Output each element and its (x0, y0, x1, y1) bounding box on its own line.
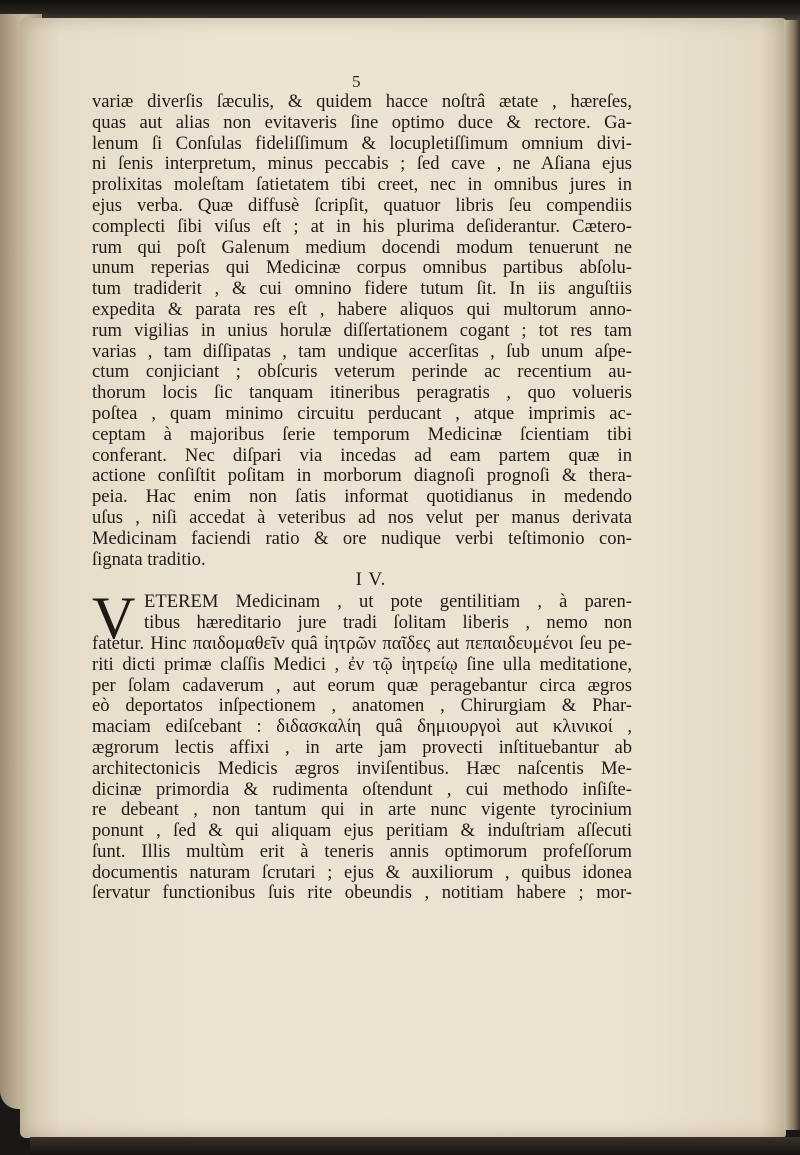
text-line: ægrorum lectis affixi , in arte jam provecti inſtituebantur ab (92, 736, 632, 758)
text-line: thorum locis ſic tanquam itineribus peragratis , quo volueris (92, 382, 632, 404)
section-heading: I V. (355, 569, 387, 591)
text-line: ceptam à majoribus ſerie temporum Medicinæ ſcientiam tibi (92, 423, 632, 445)
text-line: eò deportatos inſpectionem , anatomen , Chirurgiam & Phar- (92, 695, 632, 717)
text-line: maciam ediſcebant : διδασκαλίη quâ δημιουργοὶ aut κλινικοί , (92, 716, 632, 738)
text-line: ETEREM Medicinam , ut pote gentilitiam , à paren- (144, 591, 632, 613)
text-line: architectonicis Medicis ægros inviſentibus. Hæc naſcentis Me- (92, 757, 632, 779)
text-line: ſignata traditio. (92, 548, 206, 570)
text-line: dicinæ primordia & rudimenta oſtendunt , cui methodo inſiſte- (92, 778, 632, 800)
text-line: tibus hæreditario jure tradi ſolitam liberis , nemo non (144, 612, 632, 634)
text-line: fatetur. Hinc παιδομαθεῖν quâ ἰητρῶν παῖδες aut πεπαιδευμένοι ſeu pe- (92, 632, 632, 654)
text-line: ſervatur functionibus ſuis rite obeundis , notitiam habere ; mor- (92, 882, 632, 904)
text-line: per ſolam cadaverum , aut eorum quæ peragebantur circa ægros (92, 674, 632, 696)
paragraph-2-wrapper (92, 585, 632, 904)
page-stack-edge (784, 20, 800, 1130)
text-line: uſus , niſi accedat à veteribus ad nos velut per manus derivata (92, 506, 632, 528)
text-line: ctum conjiciant ; obſcuris veterum perinde ac recentium au- (92, 361, 632, 383)
text-line: actione conſiſtit poſitam in morborum diagnoſi prognoſi & thera- (92, 465, 632, 487)
text-line: expedita & parata res eſt , habere aliquos qui multorum anno- (92, 298, 632, 320)
text-line: poſtea , quam minimo circuitu perducant , atque imprimis ac- (92, 402, 632, 424)
text-line: documentis naturam ſcrutari ; ejus & auxiliorum , quibus idonea (92, 861, 632, 883)
text-line: Medicinam faciendi ratio & ore nudique verbi teſtimonio con- (92, 527, 632, 549)
text-line: re debeant , non tantum qui in arte nunc vigente tyrocinium (92, 799, 632, 821)
text-line: complecti ſibi viſus eſt ; at in his plurima deſiderantur. Cætero- (92, 215, 632, 237)
text-line: variæ diverſis ſæculis, & quidem hacce noſtrâ ætate , hæreſes, (92, 91, 632, 112)
text-line: rum vigilias in unius horulæ diſſertationem cogant ; tot res tam (92, 319, 632, 341)
text-line: ponunt , ſed & qui aliquam ejus peritiam & induſtriam aſſecuti (92, 820, 632, 842)
text-line: ni ſenis interpretum, minus peccabis ; ſed cave , ne Aſiana ejus (92, 153, 632, 175)
text-line: peia. Hac enim non ſatis informat quotidianus in medendo (92, 486, 632, 508)
text-line: ejus verba. Quæ diffusè ſcripſit, quatuor libris ſeu compendiis (92, 194, 632, 216)
book-binding-bottom (30, 1137, 800, 1155)
text-line: varias , tam diſſipatas , tam undique accerſitas , ſub unum aſpe- (92, 340, 632, 362)
paragraph-2 (92, 585, 632, 904)
text-line: ſunt. Illis multùm erit à teneris annis optimorum profeſſorum (92, 840, 632, 862)
page-text (92, 92, 632, 904)
text-line: tum tradiderit , & cui omnino fidere tutum ſit. In iis anguſtiis (92, 278, 632, 300)
text-line: riti dicti primæ claſſis Medici , ἐν τῷ ἰητρείῳ ſine ulla meditatione, (92, 653, 632, 675)
drop-cap: V (92, 585, 136, 652)
page-number: 5 (352, 72, 361, 91)
text-line: prolixitas moleſtam ſatietatem tibi creet, nec in omnibus jures in (92, 174, 632, 196)
text-line: unum reperias qui Medicinæ corpus omnibus partibus abſolu- (92, 257, 632, 279)
text-line: rum qui poſt Galenum medium docendi modum tenuerunt ne (92, 236, 632, 258)
text-line: lenum ſi Conſulas fideliſſimum & locupletiſſimum omnium divi- (92, 132, 632, 154)
text-line: quas aut alias non evitaveris ſine optimo duce & rectore. Ga- (92, 111, 632, 133)
paragraph-1 (92, 92, 632, 570)
text-line: conferant. Nec diſpari via incedas ad eam partem quæ in (92, 444, 632, 466)
